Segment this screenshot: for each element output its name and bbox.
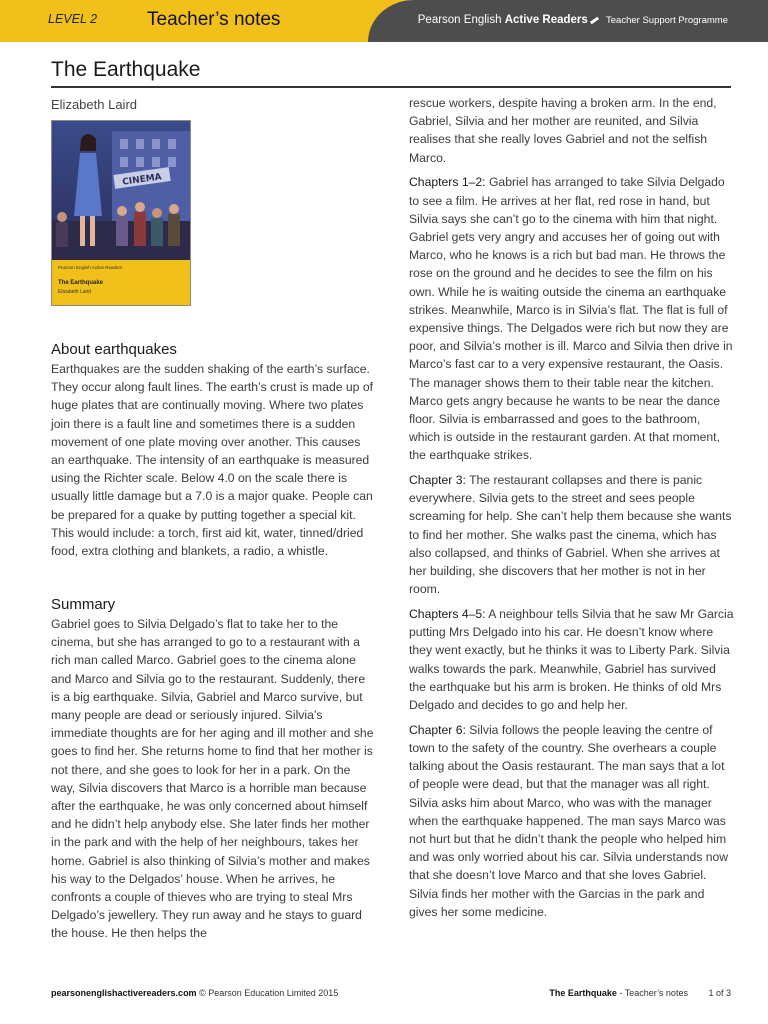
chapter-text: Gabriel has arranged to take Silvia Delgado to see a film. He arrives at her flat, red rose in hand, but Silvia says she can’t go to the cinema with him that night. Gabriel gets very angry and accuses her of going out with Marco, who he knows is a rich but bad man. He throws the rose on the ground and he decides to see the film on his own. While he is waiting outside the cinema an earthquake strikes. Meanwhile, Marco is in Silvia’s flat. The flat is full of expensive things. The Delgados were rich but now they are poor, and Silvia’s mother is ill. Marco and Silvia then drive in Marco’s fast car to a very expensive restaurant, the Oasis. The manager shows them to their table near the kitchen. Marco gets angry because he wants to be near the dance floor. Silvia is embarrassed and goes to the bathroom, which is outside in the restaurant garden. At that moment, the earthquake strikes. bbox=[409, 175, 733, 463]
right-column bbox=[409, 94, 734, 921]
title-divider bbox=[51, 86, 731, 88]
footer-doc-sub: - Teacher’s notes bbox=[619, 988, 688, 998]
cover-cinema-sign: CINEMA bbox=[121, 172, 163, 188]
page-title: The Earthquake bbox=[51, 58, 201, 81]
chapter-text: A neighbour tells Silvia that he saw Mr Garcia putting Mrs Delgado into his car. He doesn’t know where they went exactly, but he thinks it was to Liberty Park. Silvia walks towards the park. Meanwhile, Gabriel has survived the earthquake but his arm is broken. He thinks of old Mrs Delgado and decides to go and help her. bbox=[409, 606, 734, 712]
about-text: Earthquakes are the sudden shaking of the earth’s surface. They occur along fault lines. The earth’s crust is made up of huge plates that are continually moving. Where two plates join there is a fault line and sometimes there is a sudden movement of one plate moving over another. This causes an earthquake. The intensity of an earthquake is measured using the Richter scale. Below 4.0 on the scale there is usually little damage but a 7.0 is a major quake. People can be prepared for a quake by putting together a special kit. This would include: a torch, first aid kit, water, tinned/dried food, extra clothing and blankets, a radio, a whistle. bbox=[51, 362, 374, 559]
author-name: Elizabeth Laird bbox=[51, 97, 137, 112]
series-prefix: Pearson English bbox=[417, 14, 502, 26]
page-number: 1 of 3 bbox=[708, 988, 731, 998]
chapter-text: Silvia follows the people leaving the centre of town to the safety of the country. She overhears a couple talking about the Oasis restaurant. The man says that a lot of people were dead, but that the manager was all right. Silvia asks him about Marco, who was with the manager when the earthquake happened. The man says Marco was not hurt but that he didn’t thank the people who helped him and was only worried about his car. Silvia understands now that she doesn’t love Marco and that she loves Gabriel. Silvia finds her mother with the Garcias in the park and gives her some medicine. bbox=[409, 722, 729, 919]
summary-text: Gabriel goes to Silvia Delgado’s flat to take her to the cinema, but she has arranged to go to a restaurant with a rich man called Marco. Gabriel goes to the cinema alone and Marco and Silvia go to the restaurant. Suddenly, there is a big earthquake. Silvia, Gabriel and Marco survive, but many people are dead or seriously injured. Silvia’s immediate thoughts are for her aging and ill mother and she goes to find her. She returns home to find that her mother is not there, and she goes to look for her in a park. On the way, Silvia discovers that Marco is a horrible man because after the earthquake, he was only concerned about himself and he didn’t help anybody else. She later finds her mother in the park and with the help of her neighbours, takes her home. Gabriel is also thinking of Silvia’s mother and makes his way to the Delgados’ house. When he arrives, he confronts a couple of thieves who are trying to steal Mrs Delgado’s jewellery. They run away and he stays to guard the house. He then helps the bbox=[51, 617, 374, 941]
chapter-label: Chapter 3: bbox=[409, 473, 466, 488]
chapter-label: Chapters 1–2: bbox=[409, 175, 486, 190]
footer-doc-title: The Earthquake bbox=[549, 988, 617, 998]
page-footer bbox=[51, 988, 731, 998]
chapter-label: Chapters 4–5: bbox=[409, 606, 486, 621]
about-heading: About earthquakes bbox=[51, 341, 177, 358]
cover-title: The Earthquake bbox=[58, 280, 104, 286]
cover-yellow-band bbox=[52, 260, 190, 305]
chapter-paragraph bbox=[409, 605, 734, 714]
chapter-text: The restaurant collapses and there is panic everywhere. Silvia gets to the street and sees people screaming for help. She can’t help them because she wants to find her mother. She walks past the cinema, which has also collapsed, and thinks of Gabriel. When she arrives at her building, she discovers that her mother is not in her room. bbox=[409, 473, 732, 597]
chapter-paragraph bbox=[409, 471, 734, 598]
footer-copyright: © Pearson Education Limited 2015 bbox=[199, 988, 339, 998]
about-section bbox=[51, 340, 376, 560]
summary-heading: Summary bbox=[51, 596, 116, 613]
support-programme: Teacher Support Programme bbox=[606, 15, 728, 26]
cover-series: Pearson English Active Readers bbox=[58, 265, 123, 270]
footer-right bbox=[549, 988, 731, 998]
pen-icon bbox=[590, 17, 599, 25]
header-band bbox=[0, 0, 768, 42]
level-label: LEVEL 2 bbox=[48, 12, 98, 26]
cover-author: Elizabeth Laird bbox=[58, 289, 92, 295]
chapter-label: Chapter 6: bbox=[409, 722, 466, 737]
book-cover-image bbox=[51, 120, 191, 306]
chapter-paragraph bbox=[409, 173, 734, 464]
section-title: Teacher’s notes bbox=[147, 9, 281, 30]
summary-continued: rescue workers, despite having a broken arm. In the end, Gabriel, Silvia and her mother are reunited, and Silvia realises that she really loves Gabriel and not the selfish Marco. bbox=[409, 96, 717, 165]
series-brand bbox=[418, 14, 728, 26]
chapter-paragraph bbox=[409, 721, 734, 921]
summary-section bbox=[51, 595, 376, 943]
footer-website-link[interactable]: pearsonenglishactivereaders.com bbox=[51, 988, 197, 998]
series-bold: Active Readers bbox=[504, 14, 588, 26]
